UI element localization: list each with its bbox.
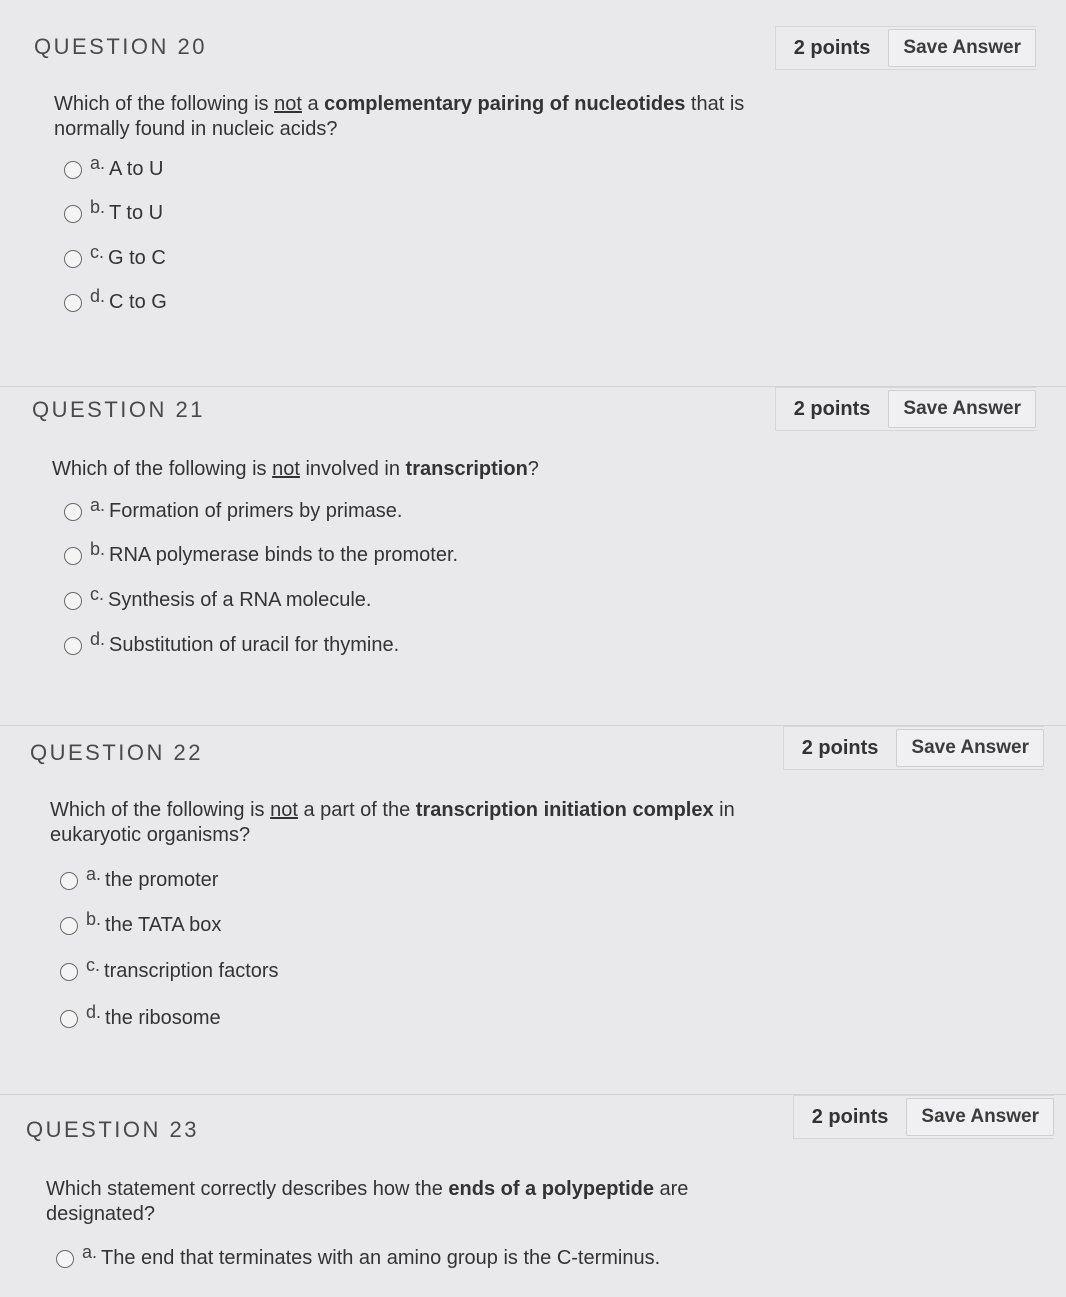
- radio-button[interactable]: [64, 637, 82, 655]
- radio-button[interactable]: [64, 503, 82, 521]
- option-text: A to U: [109, 158, 164, 180]
- question-number: QUESTION 20: [34, 34, 207, 59]
- question-number: QUESTION 21: [32, 397, 205, 422]
- question-text-mid: involved in: [299, 458, 406, 480]
- question-text-pre: Which of the following is: [54, 93, 275, 115]
- radio-button[interactable]: [64, 250, 82, 268]
- option-text: G to C: [108, 247, 166, 269]
- option-text: Substitution of uracil for thymine.: [109, 634, 400, 656]
- question-text-pre: Which of the following is: [50, 799, 271, 821]
- question-meta: [775, 26, 1036, 70]
- question-meta: [775, 387, 1036, 431]
- answer-option-c[interactable]: [64, 242, 166, 270]
- radio-button[interactable]: [64, 592, 82, 610]
- radio-button[interactable]: [64, 294, 82, 312]
- question-block: [0, 1094, 1066, 1297]
- option-text: Synthesis of a RNA molecule.: [108, 589, 372, 611]
- option-letter: a.: [90, 153, 106, 173]
- answer-option-c[interactable]: [64, 584, 372, 612]
- question-block: [0, 386, 1066, 725]
- option-text: C to G: [109, 291, 167, 313]
- question-text: [52, 457, 822, 482]
- answer-option-d[interactable]: [64, 629, 400, 657]
- question-block: [0, 725, 1066, 1094]
- question-number: QUESTION 22: [30, 740, 203, 765]
- question-text-underline: not: [270, 799, 298, 821]
- answer-option-a[interactable]: [64, 153, 164, 181]
- option-text: the TATA box: [105, 914, 222, 936]
- option-letter: c.: [90, 584, 105, 604]
- option-letter: c.: [90, 242, 105, 262]
- option-letter: c.: [86, 955, 101, 975]
- question-number: QUESTION 23: [26, 1117, 199, 1142]
- answer-option-a[interactable]: [64, 495, 403, 523]
- radio-button[interactable]: [56, 1250, 74, 1268]
- question-text-post: ?: [527, 458, 539, 480]
- option-text: Formation of primers by primase.: [109, 500, 403, 522]
- answer-option-d[interactable]: [64, 286, 167, 314]
- option-letter: a.: [90, 495, 106, 515]
- question-text: [54, 92, 824, 142]
- option-text: RNA polymerase binds to the promoter.: [109, 544, 459, 566]
- question-text-pre: Which statement correctly describes how the: [46, 1178, 449, 1200]
- question-text-bold: transcription: [405, 458, 528, 480]
- answer-option-b[interactable]: [60, 909, 222, 937]
- question-text-post: in eukaryotic organisms?: [50, 799, 735, 846]
- question-text-bold: transcription initiation complex: [415, 799, 714, 821]
- question-text-underline: not: [272, 458, 300, 480]
- option-letter: d.: [86, 1002, 102, 1022]
- option-letter: b.: [86, 909, 102, 929]
- save-answer-button[interactable]: Save Answer: [888, 29, 1036, 67]
- question-text-mid: a part of the: [297, 799, 416, 821]
- radio-button[interactable]: [60, 963, 78, 981]
- radio-button[interactable]: [64, 205, 82, 223]
- radio-button[interactable]: [64, 161, 82, 179]
- points-label: 2 points: [793, 36, 871, 59]
- option-letter: a.: [86, 864, 102, 884]
- radio-button[interactable]: [60, 1010, 78, 1028]
- question-text-bold: ends of a polypeptide: [448, 1178, 654, 1200]
- save-answer-button[interactable]: Save Answer: [896, 729, 1044, 767]
- question-text-post: are designated?: [46, 1178, 689, 1225]
- question-text: [46, 1177, 786, 1227]
- answer-option-c[interactable]: [60, 955, 279, 983]
- option-letter: d.: [90, 286, 106, 306]
- answer-option-a[interactable]: [60, 864, 219, 892]
- option-text: the promoter: [105, 869, 219, 891]
- radio-button[interactable]: [60, 917, 78, 935]
- save-answer-button[interactable]: Save Answer: [888, 390, 1036, 428]
- answer-option-a[interactable]: [56, 1242, 661, 1270]
- question-meta: [783, 726, 1044, 770]
- radio-button[interactable]: [60, 872, 78, 890]
- answer-option-b[interactable]: [64, 539, 459, 567]
- save-answer-button[interactable]: Save Answer: [906, 1098, 1054, 1136]
- option-letter: b.: [90, 197, 106, 217]
- option-text: the ribosome: [105, 1007, 221, 1029]
- option-text: transcription factors: [104, 960, 279, 982]
- question-text-mid: a: [301, 93, 325, 115]
- option-letter: d.: [90, 629, 106, 649]
- option-text: The end that terminates with an amino group is the C-terminus.: [101, 1247, 661, 1269]
- question-text-underline: not: [274, 93, 302, 115]
- radio-button[interactable]: [64, 547, 82, 565]
- points-label: 2 points: [811, 1105, 889, 1128]
- points-label: 2 points: [801, 736, 879, 759]
- points-label: 2 points: [793, 397, 871, 420]
- question-text-post: that is normally found in nucleic acids?: [54, 93, 745, 140]
- option-letter: a.: [82, 1242, 98, 1262]
- question-block: [0, 0, 1066, 385]
- answer-option-d[interactable]: [60, 1002, 221, 1030]
- question-text-pre: Which of the following is: [52, 458, 273, 480]
- question-text: [50, 798, 820, 848]
- answer-option-b[interactable]: [64, 197, 164, 225]
- question-text-bold: complementary pairing of nucleotides: [324, 93, 686, 115]
- option-letter: b.: [90, 539, 106, 559]
- question-meta: [793, 1095, 1054, 1139]
- option-text: T to U: [109, 202, 164, 224]
